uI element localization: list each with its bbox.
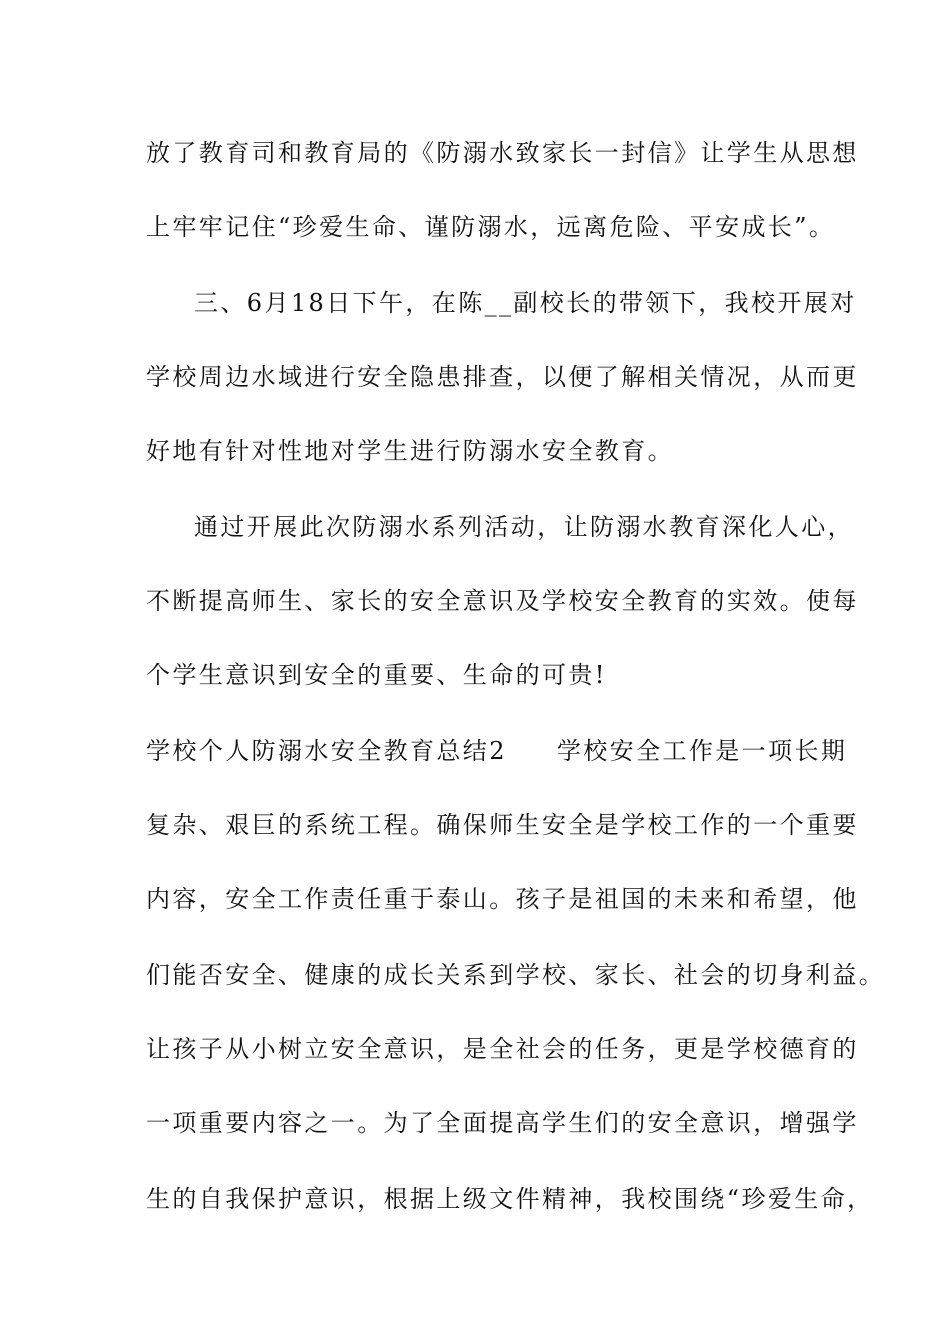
paragraph-line: 学校周边水域进行安全隐患排查，以便了解相关情况，从而更 bbox=[146, 363, 859, 391]
paragraph-line: 放了教育司和教育局的《防溺水致家长一封信》让学生从思想 bbox=[146, 139, 859, 167]
paragraph-line: 好地有针对性地对学生进行防溺水安全教育。 bbox=[146, 437, 674, 465]
paragraph-line: 通过开展此次防溺水系列活动，让防溺水教育深化人心， bbox=[194, 513, 854, 541]
paragraph-line: 复杂、艰巨的系统工程。确保师生安全是学校工作的一个重要 bbox=[146, 811, 859, 839]
section-title: 学校个人防溺水安全教育总结2 bbox=[146, 737, 507, 765]
paragraph-line: 让孩子从小树立安全意识，是全社会的任务，更是学校德育的 bbox=[146, 1035, 859, 1063]
paragraph-line: 三、6月18日下午，在陈__副校长的带领下，我校开展对 bbox=[194, 289, 857, 317]
section-heading-line bbox=[146, 736, 846, 766]
paragraph-line: 内容，安全工作责任重于泰山。孩子是祖国的未来和希望，他 bbox=[146, 885, 859, 913]
paragraph-line: 生的自我保护意识，根据上级文件精神，我校围绕“珍爱生命， bbox=[146, 1185, 874, 1213]
section-first-text: 学校安全工作是一项长期 bbox=[556, 737, 848, 765]
paragraph-line: 一项重要内容之一。为了全面提高学生们的安全意识，增强学 bbox=[146, 1109, 859, 1137]
paragraph-line: 不断提高师生、家长的安全意识及学校安全教育的实效。使每 bbox=[146, 587, 859, 615]
paragraph-line: 们能否安全、健康的成长关系到学校、家长、社会的切身利益。 bbox=[146, 961, 886, 989]
paragraph-line: 上牢牢记住“珍爱生命、谨防溺水，远离危险、平安成长”。 bbox=[146, 213, 836, 241]
paragraph-line: 个学生意识到安全的重要、生命的可贵! bbox=[146, 661, 607, 689]
